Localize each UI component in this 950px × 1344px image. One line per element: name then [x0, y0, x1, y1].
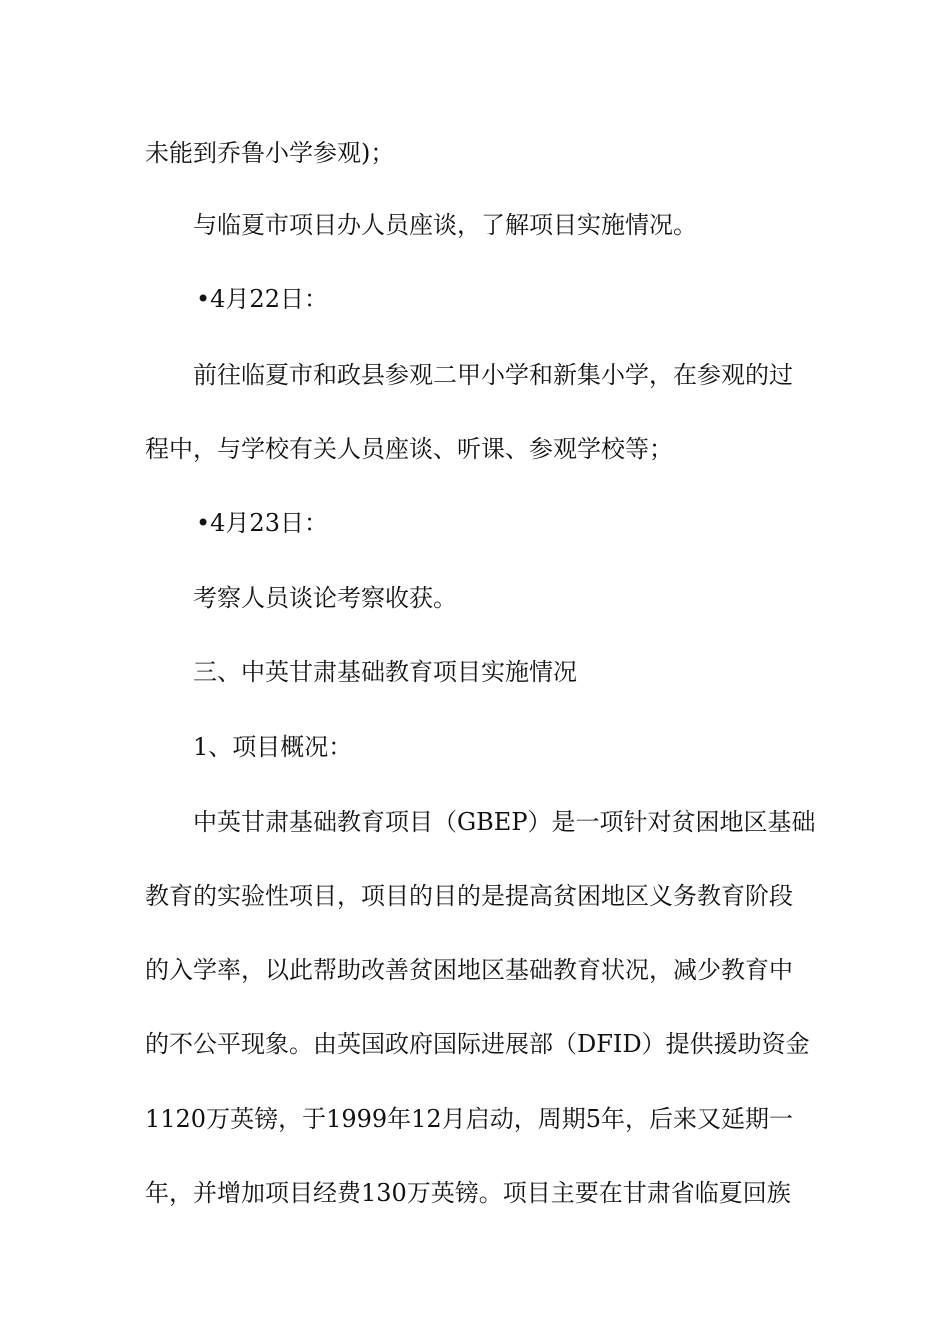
text-line-continuation: 未能到乔鲁小学参观)；	[145, 139, 395, 167]
paragraph-visit-line-1: 前往临夏市和政县参观二甲小学和新集小学，在参观的过	[193, 361, 793, 389]
paragraph-overview-line-6: 年，并增加项目经费130万英镑。项目主要在甘肃省临夏回族	[145, 1179, 791, 1207]
subsection-heading-1: 1、项目概况：	[193, 733, 353, 761]
bullet-date-april-23: •4月23日：	[196, 509, 328, 537]
section-heading-3: 三、中英甘肃基础教育项目实施情况	[193, 658, 577, 686]
paragraph-overview-line-4: 的不公平现象。由英国政府国际进展部（DFID）提供援助资金	[145, 1030, 810, 1058]
paragraph-visit-line-2: 程中，与学校有关人员座谈、听课、参观学校等；	[145, 435, 673, 463]
paragraph-overview-line-2: 教育的实验性项目，项目的目的是提高贫困地区义务教育阶段	[145, 882, 793, 910]
paragraph-overview-line-3: 的入学率，以此帮助改善贫困地区基础教育状况，减少教育中	[145, 956, 793, 984]
paragraph-overview-line-1: 中英甘肃基础教育项目（GBEP）是一项针对贫困地区基础	[193, 808, 815, 836]
paragraph-discussion: 考察人员谈论考察收获。	[193, 584, 457, 612]
paragraph-meeting: 与临夏市项目办人员座谈，了解项目实施情况。	[193, 211, 697, 239]
bullet-date-april-22: •4月22日：	[196, 285, 328, 313]
paragraph-overview-line-5: 1120万英镑，于1999年12月启动，周期5年，后来又延期一	[145, 1105, 793, 1133]
